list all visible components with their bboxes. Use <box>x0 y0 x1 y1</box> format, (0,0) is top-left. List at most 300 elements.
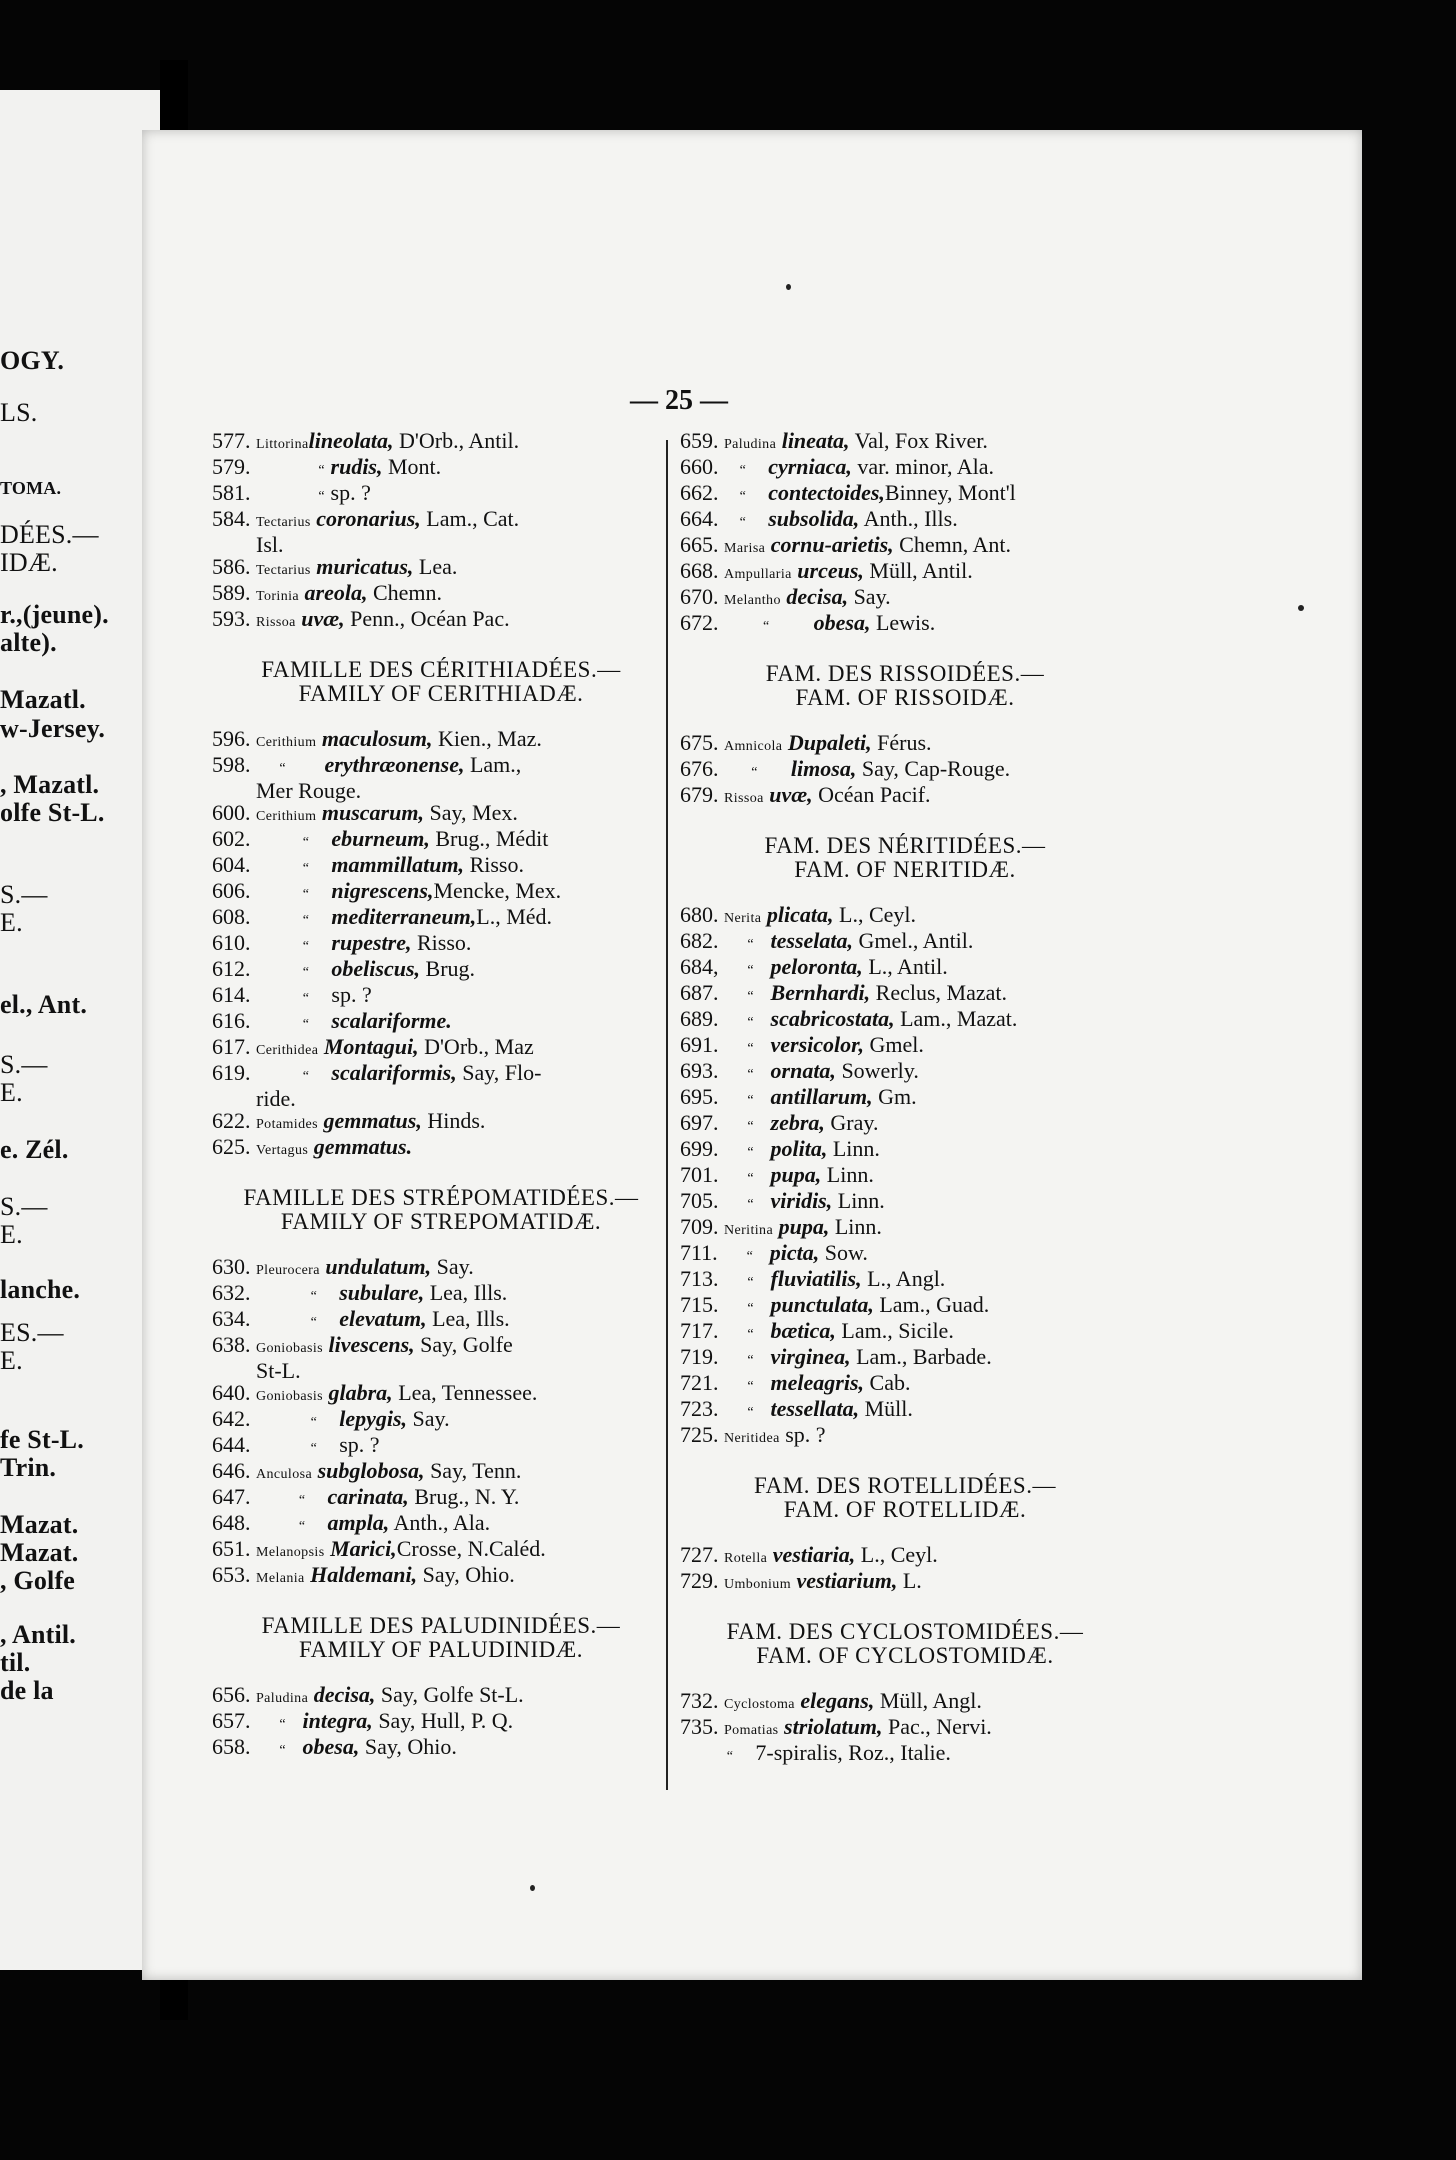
species-entry <box>680 784 1130 810</box>
species-name: erythræonense, <box>286 752 465 777</box>
genus-name: “ <box>724 1379 755 1394</box>
entry-number: 729. <box>680 1568 719 1593</box>
entry-authority: Lea. <box>413 554 458 579</box>
species-entry <box>212 828 670 854</box>
species-name: rudis, <box>325 454 383 479</box>
facing-page-text: S.— <box>0 1192 48 1221</box>
species-entry <box>212 456 670 482</box>
genus-name: Cerithidea <box>256 1043 319 1058</box>
species-entry <box>212 582 670 608</box>
species-entry <box>212 1684 670 1710</box>
entry-number: 705. <box>680 1188 719 1213</box>
entry-continuation <box>212 780 670 802</box>
entry-authority: Linn. <box>829 1214 882 1239</box>
species-entry <box>212 1460 670 1486</box>
species-entry <box>680 560 1130 586</box>
family-heading-line: FAMILY OF PALUDINIDÆ. <box>298 1637 583 1662</box>
entry-authority: Risso. <box>464 852 524 877</box>
genus-name: Torinia <box>256 589 300 604</box>
entry-authority: Sow. <box>819 1240 868 1265</box>
entry-number: 684, <box>680 954 719 979</box>
family-heading-line: FAMILY OF STREPOMATIDÆ. <box>280 1209 602 1234</box>
continuation-text: Mer Rouge. <box>256 778 362 803</box>
entry-authority: D'Orb., Antil. <box>393 428 520 453</box>
entry-authority: Lam., Guad. <box>873 1292 990 1317</box>
species-entry <box>212 1512 670 1538</box>
entry-number: 600. <box>212 800 251 825</box>
species-entry <box>212 1062 670 1088</box>
entry-number: 586. <box>212 554 251 579</box>
facing-page-text: r.,(jeune). <box>0 600 109 629</box>
entry-authority: D'Orb., Maz <box>418 1034 534 1059</box>
facing-page-text: Trin. <box>0 1453 57 1482</box>
family-heading-line: FAM. OF RISSOIDÆ. <box>795 685 1015 710</box>
species-name: eburneum, <box>309 826 430 851</box>
species-entry <box>680 1086 1130 1112</box>
facing-page-text: fe St-L. <box>0 1425 84 1454</box>
species-name: subglobosa, <box>312 1458 425 1483</box>
entry-number: 646. <box>212 1458 251 1483</box>
genus-name: Melania <box>256 1571 305 1586</box>
entry-authority: Lam., Cat. <box>420 506 520 531</box>
species-name: gemmatus. <box>308 1134 413 1159</box>
entry-continuation <box>212 534 670 556</box>
facing-page-text: w-Jersey. <box>0 714 106 743</box>
entry-authority: Say. <box>848 584 891 609</box>
species-entry <box>680 456 1130 482</box>
genus-name: Rotella <box>724 1551 768 1566</box>
entry-authority: Lea, Ills. <box>424 1280 508 1305</box>
entry-number: 723. <box>680 1396 719 1421</box>
entry-authority: Linn. <box>832 1188 885 1213</box>
species-entry <box>680 508 1130 534</box>
genus-name: “ <box>724 1405 755 1420</box>
entry-authority: Say, Cap-Rouge. <box>856 756 1011 781</box>
entry-authority: Say, Tenn. <box>424 1458 522 1483</box>
entry-number: 693. <box>680 1058 719 1083</box>
species-entry <box>212 880 670 906</box>
entry-authority: sp. ? <box>325 480 371 505</box>
genus-name: Nerita <box>724 911 762 926</box>
genus-name: “ <box>256 1717 287 1732</box>
family-heading <box>680 1620 1130 1668</box>
entry-number: 619. <box>212 1060 251 1085</box>
species-entry <box>212 1256 670 1282</box>
entry-number: 642. <box>212 1406 251 1431</box>
entry-number: 727. <box>680 1542 719 1567</box>
species-entry <box>680 1690 1130 1716</box>
entry-number: 648. <box>212 1510 251 1535</box>
species-entry <box>212 1538 670 1564</box>
entry-number: 662. <box>680 480 719 505</box>
species-entry <box>212 1736 670 1762</box>
entry-authority: Say, Ohio. <box>417 1562 515 1587</box>
entry-authority: L., Ceyl. <box>855 1542 938 1567</box>
entry-authority: Mencke, Mex. <box>433 878 562 903</box>
entry-number: 598. <box>212 752 251 777</box>
entry-authority: Say, Golfe St-L. <box>375 1682 524 1707</box>
species-name: nigrescens, <box>309 878 434 903</box>
species-entry <box>680 1268 1130 1294</box>
entry-authority: Chemn. <box>367 580 443 605</box>
entry-number: 614. <box>212 982 251 1007</box>
species-entry <box>680 1346 1130 1372</box>
species-name: urceus, <box>791 558 864 583</box>
entry-number: 647. <box>212 1484 251 1509</box>
entry-authority: Crosse, N.Caléd. <box>396 1536 546 1561</box>
species-name: gemmatus, <box>317 1108 422 1133</box>
species-name: undulatum, <box>319 1254 432 1279</box>
entry-number: 715. <box>680 1292 719 1317</box>
facing-page-text: , Mazatl. <box>0 770 100 799</box>
entry-number: 617. <box>212 1034 251 1059</box>
entry-authority: L., Angl. <box>861 1266 946 1291</box>
species-entry <box>212 1110 670 1136</box>
species-entry <box>680 1242 1130 1268</box>
facing-page-text: , Golfe <box>0 1566 76 1595</box>
species-entry <box>212 1564 670 1590</box>
entry-authority: Hinds. <box>421 1108 486 1133</box>
species-name: limosa, <box>757 756 857 781</box>
entry-authority: Sowerly. <box>835 1058 919 1083</box>
entry-authority: sp. ? <box>779 1422 826 1447</box>
entry-number: 610. <box>212 930 251 955</box>
entry-number: 711. <box>680 1240 718 1265</box>
facing-page-text: OGY. <box>0 346 65 375</box>
entry-number: 680. <box>680 902 719 927</box>
entry-number: 589. <box>212 580 251 605</box>
species-name: cyrniaca, <box>746 454 852 479</box>
entry-number: 687. <box>680 980 719 1005</box>
entry-authority: Brug. <box>420 956 476 981</box>
species-entry <box>212 1136 670 1162</box>
genus-name: Tectarius <box>256 515 311 530</box>
species-entry <box>212 958 670 984</box>
entry-number: 691. <box>680 1032 719 1057</box>
species-name: lepygis, <box>317 1406 408 1431</box>
genus-name: “ <box>724 1327 755 1342</box>
species-entry <box>680 1060 1130 1086</box>
genus-name: “ <box>724 463 747 478</box>
entry-authority: Anth., Ills. <box>859 506 958 531</box>
facing-page-text: E. <box>0 1078 23 1107</box>
species-name: elevatum, <box>317 1306 427 1331</box>
entry-authority: sp. ? <box>317 1432 380 1457</box>
genus-name: “ <box>256 835 310 850</box>
entry-authority: sp. ? <box>309 982 372 1007</box>
entry-authority: Lam., <box>464 752 522 777</box>
species-name: viridis, <box>754 1188 833 1213</box>
entry-authority: Say, Ohio. <box>359 1734 457 1759</box>
genus-name: “ <box>724 1067 755 1082</box>
species-name: coronarius, <box>310 506 421 531</box>
genus-name: “ <box>256 1493 306 1508</box>
genus-name: Cerithium <box>256 809 317 824</box>
species-name: Montagui, <box>318 1034 419 1059</box>
genus-name: Rissoa <box>724 791 764 806</box>
entry-authority: Océan Pacif. <box>812 782 931 807</box>
species-name: obesa, <box>286 1734 360 1759</box>
entry-authority: Gmel. <box>864 1032 924 1057</box>
entry-number: 725. <box>680 1422 719 1447</box>
family-heading-line: FAM. OF NERITIDÆ. <box>794 857 1016 882</box>
species-name: obeliscus, <box>309 956 421 981</box>
species-entry <box>212 1010 670 1036</box>
entry-number: 689. <box>680 1006 719 1031</box>
right-column <box>680 430 1130 1768</box>
species-name: decisa, <box>780 584 849 609</box>
genus-name: “ <box>256 913 310 928</box>
entry-authority: Gm. <box>872 1084 917 1109</box>
family-heading <box>680 662 1130 710</box>
facing-page-text: S.— <box>0 1050 48 1079</box>
entry-authority: Binney, Mont'l <box>884 480 1016 505</box>
species-entry <box>680 1294 1130 1320</box>
genus-name: “ <box>724 1145 755 1160</box>
genus-name: “ <box>723 1249 754 1264</box>
species-name: glabra, <box>323 1380 393 1405</box>
entry-number: 701. <box>680 1162 719 1187</box>
genus-name: “ <box>256 861 310 876</box>
genus-name: “ <box>256 1289 318 1304</box>
entry-number: 732. <box>680 1688 719 1713</box>
facing-page-text: E. <box>0 1346 23 1375</box>
genus-name: Anculosa <box>256 1467 313 1482</box>
continuation-text: ride. <box>256 1086 296 1111</box>
species-entry <box>212 482 670 508</box>
species-entry <box>680 1034 1130 1060</box>
genus-name: Potamides <box>256 1117 318 1132</box>
species-name: meleagris, <box>754 1370 865 1395</box>
species-entry <box>212 1036 670 1062</box>
facing-page-text: IDÆ. <box>0 548 58 577</box>
entry-authority: Say. <box>431 1254 474 1279</box>
genus-name: “ <box>724 489 747 504</box>
genus-name: “ <box>256 939 310 954</box>
genus-name: Paludina <box>256 1691 309 1706</box>
entry-number: 682. <box>680 928 719 953</box>
entry-number: 602. <box>212 826 251 851</box>
entry-number: 721. <box>680 1370 719 1395</box>
species-entry <box>680 1164 1130 1190</box>
entry-number: 670. <box>680 584 719 609</box>
entry-authority: Say, Mex. <box>423 800 518 825</box>
species-entry <box>680 1320 1130 1346</box>
entry-number: 581. <box>212 480 251 505</box>
genus-name: Cerithium <box>256 735 317 750</box>
species-entry <box>680 732 1130 758</box>
species-name: Haldemani, <box>304 1562 418 1587</box>
family-heading-line: FAM. DES CYCLOSTOMIDÉES.— <box>726 1619 1084 1644</box>
species-name: punctulata, <box>754 1292 874 1317</box>
species-entry <box>212 430 670 456</box>
genus-name: “ <box>724 1301 755 1316</box>
species-name: contectoides, <box>746 480 885 505</box>
genus-name: “ <box>724 937 755 952</box>
species-name: lineolata, <box>308 428 394 453</box>
entry-number: 699. <box>680 1136 719 1161</box>
left-column <box>212 430 670 1762</box>
entry-number: 657. <box>212 1708 251 1733</box>
species-entry <box>212 932 670 958</box>
species-name: muscarum, <box>316 800 424 825</box>
facing-page-text: til. <box>0 1648 31 1677</box>
species-entry <box>680 1544 1130 1570</box>
entry-number: 658. <box>212 1734 251 1759</box>
species-name: tesselata, <box>754 928 854 953</box>
species-entry <box>212 1334 670 1360</box>
facing-page-text: el., Ant. <box>0 990 88 1019</box>
entry-authority: Kien., Maz. <box>432 726 542 751</box>
species-name: muricatus, <box>310 554 414 579</box>
entry-number: 604. <box>212 852 251 877</box>
species-entry <box>212 1408 670 1434</box>
entry-authority: Lea, Tennessee. <box>392 1380 538 1405</box>
genus-name: Rissoa <box>256 615 296 630</box>
genus-name: Melanopsis <box>256 1545 325 1560</box>
genus-name: Vertagus <box>256 1143 309 1158</box>
entry-authority: 7-spiralis, Roz., Italie. <box>733 1740 951 1765</box>
entry-number: 735. <box>680 1714 719 1739</box>
species-entry <box>680 956 1130 982</box>
genus-name: “ <box>724 1093 755 1108</box>
genus-name: Pleurocera <box>256 1263 320 1278</box>
genus-name: Cyclostoma <box>724 1697 795 1712</box>
genus-name: “ <box>724 1119 755 1134</box>
species-entry <box>680 1112 1130 1138</box>
species-entry <box>212 508 670 534</box>
entry-continuation <box>212 1360 670 1382</box>
genus-name: “ <box>724 989 755 1004</box>
entry-authority: Say, Golfe <box>414 1332 513 1357</box>
genus-name: Ampullaria <box>724 567 792 582</box>
species-entry <box>680 1742 1130 1768</box>
entry-authority: Linn. <box>827 1136 880 1161</box>
entry-authority: Say, Hull, P. Q. <box>372 1708 514 1733</box>
entry-authority: Brug., N. Y. <box>408 1484 520 1509</box>
entry-number: 630. <box>212 1254 251 1279</box>
entry-authority: Müll. <box>859 1396 913 1421</box>
entry-number: 640. <box>212 1380 251 1405</box>
facing-page-text: e. Zél. <box>0 1135 69 1164</box>
entry-authority: Férus. <box>871 730 932 755</box>
species-entry <box>212 608 670 634</box>
entry-number: 679. <box>680 782 719 807</box>
species-name: vestiarium, <box>790 1568 898 1593</box>
entry-authority: Reclus, Mazat. <box>870 980 1008 1005</box>
facing-page-text: LS. <box>0 398 38 427</box>
genus-name: “ <box>256 761 287 776</box>
species-name: carinata, <box>305 1484 409 1509</box>
entry-authority: Lam., Barbade. <box>850 1344 992 1369</box>
species-entry <box>680 1216 1130 1242</box>
species-name: Dupaleti, <box>782 730 872 755</box>
genus-name: Littorina <box>256 437 309 452</box>
species-name: maculosum, <box>316 726 433 751</box>
species-entry <box>680 982 1130 1008</box>
facing-page-text: TOMA. <box>0 478 62 498</box>
genus-name: “ <box>724 1275 755 1290</box>
entry-number: 719. <box>680 1344 719 1369</box>
species-entry <box>212 1710 670 1736</box>
family-heading-line: FAMILY OF CERITHIADÆ. <box>298 681 584 706</box>
species-entry <box>680 1008 1130 1034</box>
species-name: bætica, <box>754 1318 836 1343</box>
genus-name: “ <box>724 765 758 780</box>
genus-name: “ <box>256 1519 306 1534</box>
genus-name: Goniobasis <box>256 1341 323 1356</box>
entry-number: 717. <box>680 1318 719 1343</box>
family-heading <box>212 1186 670 1234</box>
entry-authority: Cab. <box>864 1370 911 1395</box>
entry-authority: Gray. <box>824 1110 879 1135</box>
genus-name: “ <box>724 1171 755 1186</box>
species-entry <box>680 1570 1130 1596</box>
family-heading-line: FAM. OF ROTELLIDÆ. <box>783 1497 1027 1522</box>
entry-authority: Say, Flo- <box>456 1060 542 1085</box>
entry-authority: Say. <box>407 1406 450 1431</box>
genus-name: “ <box>256 991 310 1006</box>
entry-number: 660. <box>680 454 719 479</box>
genus-name: “ <box>256 1069 310 1084</box>
entry-number: 612. <box>212 956 251 981</box>
species-name: striolatum, <box>778 1714 883 1739</box>
species-entry <box>680 1372 1130 1398</box>
species-name: pupa, <box>754 1162 822 1187</box>
species-name: peloronta, <box>754 954 863 979</box>
species-name: plicata, <box>761 902 834 927</box>
species-name: lineata, <box>776 428 850 453</box>
facing-page-text: de la <box>0 1676 54 1705</box>
species-entry <box>212 802 670 828</box>
entry-authority: Lea, Ills. <box>426 1306 510 1331</box>
facing-page-text: Mazat. <box>0 1510 79 1539</box>
species-name: versicolor, <box>754 1032 865 1057</box>
facing-page-text: Mazat. <box>0 1538 79 1567</box>
genus-name: Neritina <box>724 1223 774 1238</box>
species-entry <box>212 1486 670 1512</box>
entry-number: 625. <box>212 1134 251 1159</box>
ink-speck <box>530 1885 535 1891</box>
family-heading-line: FAMILLE DES CÉRITHIADÉES.— <box>261 657 621 682</box>
species-name: antillarum, <box>754 1084 873 1109</box>
species-name: pupa, <box>773 1214 830 1239</box>
species-name: elegans, <box>794 1688 875 1713</box>
family-heading <box>212 1614 670 1662</box>
species-name: ampla, <box>305 1510 390 1535</box>
genus-name: “ <box>724 1353 755 1368</box>
genus-name: Paludina <box>724 437 777 452</box>
species-entry <box>212 754 670 780</box>
genus-name: Goniobasis <box>256 1389 323 1404</box>
species-name: rupestre, <box>309 930 412 955</box>
ink-speck <box>1298 605 1304 611</box>
species-entry <box>680 904 1130 930</box>
species-entry <box>680 1424 1130 1450</box>
genus-name: “ <box>256 1315 318 1330</box>
facing-page-text: S.— <box>0 880 48 909</box>
species-entry <box>680 482 1130 508</box>
ink-speck <box>786 284 791 290</box>
species-entry <box>212 1282 670 1308</box>
genus-name: “ <box>724 963 755 978</box>
entry-authority: L., Méd. <box>476 904 553 929</box>
facing-page-text: , Antil. <box>0 1620 77 1649</box>
entry-authority: Risso. <box>411 930 472 955</box>
genus-name: “ <box>256 1017 310 1032</box>
entry-number: 596. <box>212 726 251 751</box>
facing-page-text: ES.— <box>0 1318 64 1347</box>
